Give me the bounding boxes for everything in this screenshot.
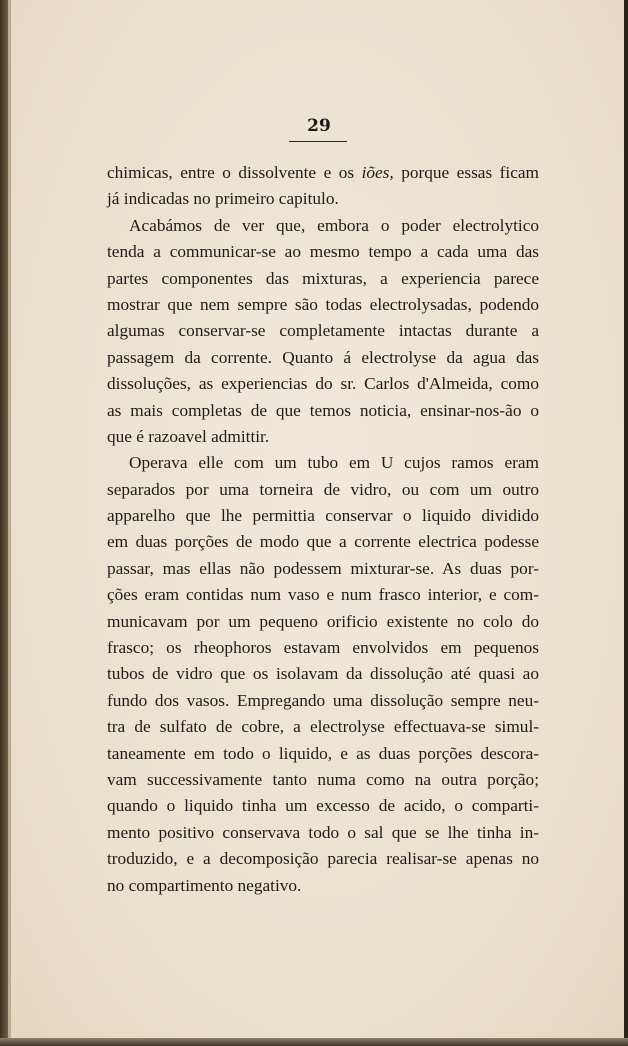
text-line: passagem da corrente. Quanto á electrolyse da agua das <box>107 347 539 367</box>
text-line: fundo dos vasos. Empregando uma dissolução sempre neu- <box>107 690 539 710</box>
text-line: tenda a communicar-se ao mesmo tempo a cada uma das <box>107 242 539 262</box>
body-text <box>107 160 539 899</box>
text-line: chimicas, entre o dissolvente e os iões, porque essas ficam <box>107 163 539 182</box>
text-line: partes componentes das mixturas, a experiencia parece <box>107 268 539 288</box>
text-line: já indicadas no primeiro capitulo. <box>107 189 339 209</box>
text-line: quando o liquido tinha um excesso de acido, o comparti- <box>107 796 539 816</box>
book-page <box>8 0 624 1040</box>
text-line: taneamente em todo o liquido, e as duas porções descora- <box>107 743 539 763</box>
text-line: dissoluções, as experiencias do sr. Carlos d'Almeida, como <box>107 374 539 394</box>
text-line: mostrar que nem sempre são todas electrolysadas, podendo <box>107 294 539 314</box>
text-line: em duas porções de modo que a corrente electrica podesse <box>107 532 539 552</box>
italic-term: iões, <box>361 163 394 182</box>
text-line: apparelho que lhe permittia conservar o liquido dividido <box>107 506 539 526</box>
text-line: no compartimento negativo. <box>107 875 302 895</box>
page-number-rule <box>289 141 347 142</box>
text-line: as mais completas de que temos noticia, ensinar-nos-ão o <box>107 400 539 420</box>
page-bottom-edge <box>0 1038 628 1046</box>
text-line: ções eram contidas num vaso e num frasco interior, e com- <box>107 585 539 605</box>
text-line: algumas conservar-se completamente intactas durante a <box>107 321 539 341</box>
text-line: frasco; os rheophoros estavam envolvidos em pequenos <box>107 638 539 658</box>
text-line: separados por uma torneira de vidro, ou com um outro <box>107 479 539 499</box>
text-line: tra de sulfato de cobre, a electrolyse effectuava-se simul- <box>107 717 539 737</box>
text-line: mento positivo conservava todo o sal que se lhe tinha in- <box>107 822 539 842</box>
text-line: Acabámos de ver que, embora o poder electrolytico <box>129 215 539 235</box>
text-line: tubos de vidro que os isolavam da dissolução até quasi ao <box>107 664 539 684</box>
text-line: Operava elle com um tubo em U cujos ramos eram <box>129 453 539 473</box>
text-line: passar, mas ellas não podessem mixturar-se. As duas por- <box>107 558 539 578</box>
text-line: municavam por um pequeno orificio existente no colo do <box>107 611 539 631</box>
page-number: 29 <box>307 116 331 136</box>
text-line: troduzido, e a decomposição parecia realisar-se apenas no <box>107 849 539 869</box>
text-line: vam successivamente tanto numa como na outra porção; <box>107 769 539 789</box>
text-line: que é razoavel admittir. <box>107 426 270 446</box>
